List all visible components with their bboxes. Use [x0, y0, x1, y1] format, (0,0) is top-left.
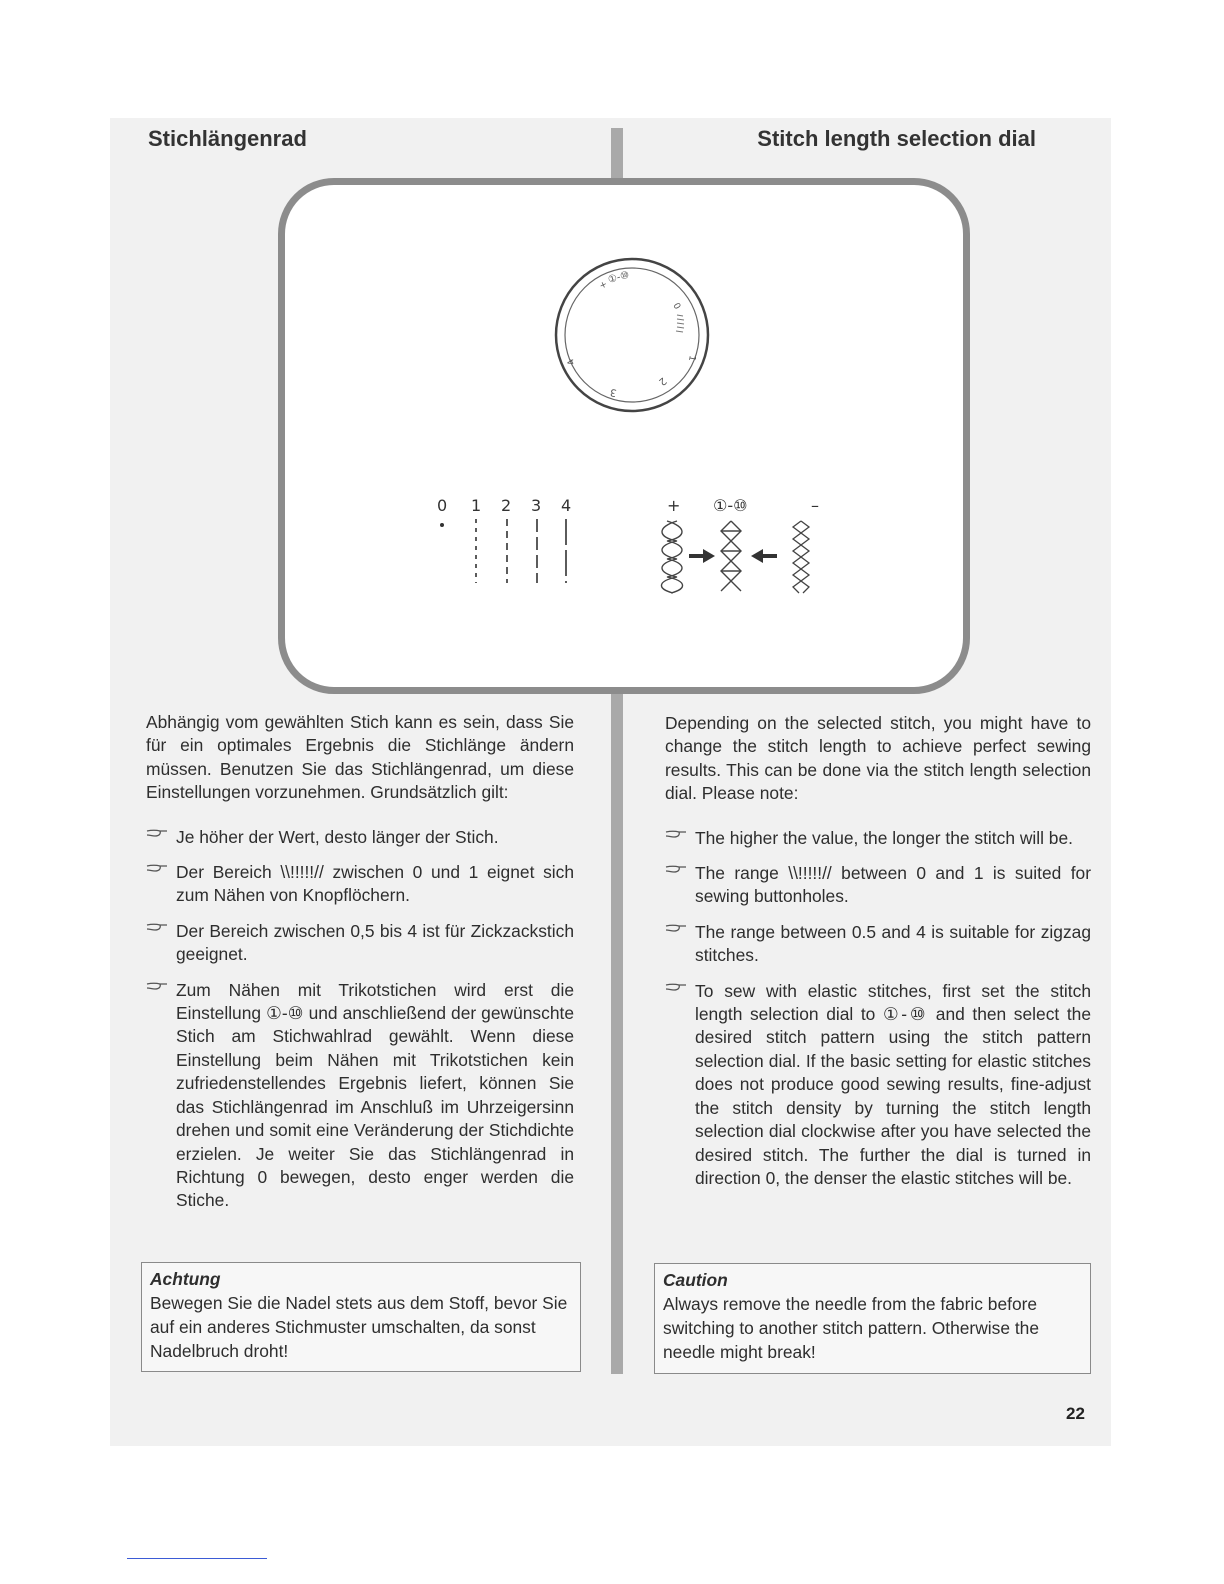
elastic-stitch-labels — [667, 496, 819, 515]
german-bullet-item — [146, 979, 574, 1213]
scale-label-2: 2 — [501, 496, 512, 515]
english-bullet-text: The range \\!!!!!// between 0 and 1 is suited for sewing buttonholes. — [695, 863, 1091, 907]
heading-english: Stitch length selection dial — [757, 126, 1036, 151]
german-warning-text: Bewegen Sie die Nadel stets aus dem Stoff, bevor Sie auf ein anderes Stichmuster umschalten, da sonst Nadelbruch droht! — [150, 1293, 568, 1361]
english-bullet-item — [665, 827, 1091, 850]
elastic-plus-label: + — [667, 496, 681, 515]
elastic-stitch-dense — [793, 521, 809, 593]
english-intro: Depending on the selected stitch, you might have to change the stitch length to achieve perfect sewing results. This can be done via the stitch length selection dial. Please note: — [665, 713, 1091, 804]
german-bullet-text: Je höher der Wert, desto länger der Stich. — [176, 826, 499, 847]
english-caution-box — [654, 1263, 1091, 1374]
pointing-hand-icon — [665, 981, 687, 995]
german-column — [146, 711, 574, 1225]
scale-label-0: 0 — [437, 496, 448, 515]
english-bullet-item — [665, 862, 1091, 909]
german-intro: Abhängig vom gewählten Stich kann es sein, dass Sie für ein optimales Ergebnis die Stichlänge ändern müssen. Benutzen Sie das Stichlängenrad, um diese Einstellungen vorzunehmen. Grundsätzlich gilt: — [146, 712, 574, 803]
heading-german: Stichlängenrad — [148, 126, 307, 151]
german-bullet-text: Der Bereich \\!!!!!// zwischen 0 und 1 eignet sich zum Nähen von Knopflöchern. — [176, 862, 574, 906]
english-bullet-text: To sew with elastic stitches, first set the stitch length selection dial to ①-⑩ and then select the desired stitch pattern using the stitch pattern selection dial. If the basic setting for elastic stitches does not produce good sewing results, fine-adjust the stitch density by turning the stitch length selection dial clockwise after you have selected the desired stitch. The further the dial is turned in direction 0, the denser the elastic stitches will be. — [695, 980, 1091, 1188]
pointing-hand-icon — [146, 980, 168, 994]
english-bullet-item — [665, 980, 1091, 1191]
english-column — [665, 712, 1091, 1202]
arrow-left-icon — [751, 549, 777, 563]
english-bullet-list — [665, 827, 1091, 1191]
footer-rule — [127, 1558, 267, 1559]
german-bullet-text: Zum Nähen mit Trikotstichen wird erst die Einstellung ①-⑩ und anschließend der gewünschte Stich am Stichwahlrad gewählt. Wenn diese Einstellung beim Nähen mit Trikotstichen kein zufriedenstellendes Ergebnis liefert, können Sie das Stichlängenrad im Anschluß im Uhrzeigersinn drehen und somit eine Veränderung der Stichdichte erzielen. Je weiter Sie das Stichlängenrad in Richtung 0 bewegen, desto enger werden die Stiche. — [176, 979, 574, 1211]
pointing-hand-icon — [146, 827, 168, 841]
english-bullet-text: The higher the value, the longer the stitch will be. — [695, 827, 1073, 848]
german-bullet-item — [146, 920, 574, 967]
elastic-range-label: ①-⑩ — [713, 496, 748, 515]
dial-mark-1: 1 — [686, 354, 697, 362]
dial-mark-2: 2 — [656, 374, 669, 388]
english-bullet-text: The range between 0.5 and 4 is suitable for zigzag stitches. — [695, 921, 1091, 966]
dial-mark-plus: + — [598, 279, 610, 292]
elastic-minus-label: – — [811, 496, 819, 515]
elastic-stitch-loose — [661, 521, 682, 593]
stitch-length-samples — [440, 519, 566, 583]
pointing-hand-icon — [146, 862, 168, 876]
german-bullet-list — [146, 826, 574, 1213]
stitch-length-dial — [556, 259, 708, 411]
english-caution-text: Always remove the needle from the fabric before switching to another stitch pattern. Otherwise the needle might break! — [663, 1294, 1040, 1362]
page-number: 22 — [1066, 1404, 1085, 1423]
dial-mark-4: 4 — [566, 356, 578, 367]
elastic-stitch-medium — [721, 521, 741, 591]
stitch-length-scale — [437, 496, 571, 515]
german-bullet-text: Der Bereich zwischen 0,5 bis 4 ist für Zickzackstich geeignet. — [176, 920, 574, 965]
arrow-right-icon — [689, 549, 715, 563]
pointing-hand-icon — [665, 863, 687, 877]
german-bullet-item — [146, 826, 574, 849]
dial-mark-elastic: ①-⑩ — [606, 269, 631, 286]
dial-mark-0: 0 — [670, 301, 682, 312]
dial-mark-3: 3 — [609, 385, 618, 398]
dial-illustration-frame — [278, 178, 970, 694]
german-warning-title: Achtung — [150, 1269, 221, 1289]
pointing-hand-icon — [665, 828, 687, 842]
scale-label-1: 1 — [471, 496, 482, 515]
english-bullet-item — [665, 921, 1091, 968]
dial-illustration — [285, 185, 963, 687]
german-warning-box — [141, 1262, 581, 1372]
pointing-hand-icon — [146, 921, 168, 935]
german-bullet-item — [146, 861, 574, 908]
english-caution-title: Caution — [663, 1270, 728, 1290]
scale-label-4: 4 — [561, 496, 572, 515]
scale-label-3: 3 — [531, 496, 542, 515]
pointing-hand-icon — [665, 922, 687, 936]
